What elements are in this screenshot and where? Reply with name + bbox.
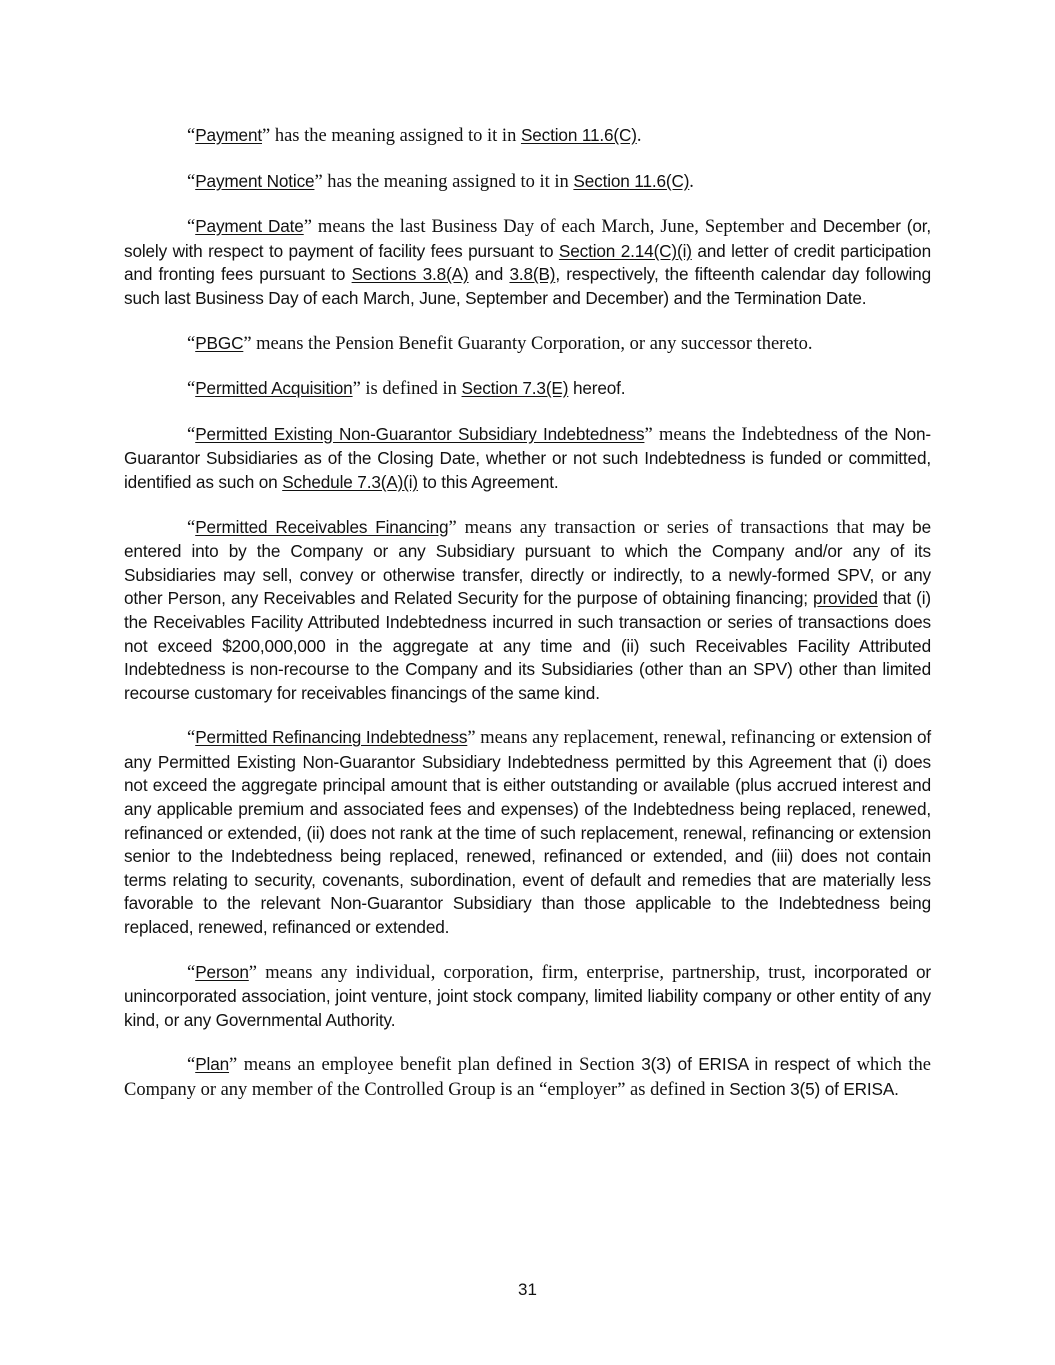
definition-text: to this Agreement. [418, 471, 559, 492]
cross-reference: Schedule 7.3(A)(i) [282, 471, 419, 492]
definition-text: extension of any Permitted Existing Non-Guarantor Subsidiary Indebtedness permitted by this Agreement that (i) does not exceed the aggregate principal amount that is either outstanding or available (plus accrued interest and any applicable premium and associated fees and expenses) of the Indebtedness being replaced, renewed, refinanced or extended, (ii) does not rank at the time of such replacement, renewal, refinancing or extension senior to the Indebtedness being replaced, renewed, refinanced or extended, and (iii) does not contain terms relating to security, covenants, subordination, event of default and remedies that are materially less favorable to the relevant Non-Guarantor Subsidiary than those applicable to the Indebtedness being replaced, renewed, refinanced or extended. [124, 727, 931, 938]
definition-person [124, 961, 931, 1033]
defined-term: Permitted Acquisition [195, 378, 353, 399]
definition-text: “ [187, 424, 196, 445]
definition-text: ” means any replacement, renewal, refinancing or [467, 728, 841, 749]
definition-text: ” has the meaning assigned to it in [314, 171, 574, 192]
definition-text: “ [187, 728, 196, 749]
definition-permitted-existing-non-guarantor-subsidiary-indebtedness [124, 423, 931, 495]
defined-term: Plan [195, 1054, 230, 1075]
cross-reference: Section 7.3(E) [461, 378, 569, 399]
definition-text: “ [187, 379, 196, 400]
definition-text: and letter of credit participation and fronting fees pursuant to [124, 240, 931, 285]
definition-text: Section 3(5) of ERISA. [729, 1079, 899, 1099]
defined-term: PBGC [195, 332, 244, 353]
definition-text: ” means the Indebtedness [644, 424, 845, 445]
definition-text: “ [187, 517, 196, 538]
definition-permitted-receivables-financing [124, 516, 931, 706]
definition-text: 3(3) of ERISA in respect of [641, 1054, 857, 1075]
definition-payment-date [124, 215, 931, 310]
definition-text: , respectively, the fifteenth calendar day following such last Business Day of each March, June, September and December) and the Termination Date. [124, 264, 931, 308]
definition-payment-notice [124, 170, 931, 195]
cross-reference: Sections 3.8(A) [351, 264, 469, 285]
definition-permitted-acquisition [124, 377, 931, 402]
cross-reference: Section 11.6(C) [520, 125, 637, 145]
cross-reference: 3.8(B) [509, 264, 556, 285]
defined-term: Permitted Receivables Financing [195, 516, 449, 537]
definition-text: may be entered into by the Company or any Subsidiary pursuant to which the Company and/or any of its Subsidiaries may sell, convey or otherwise transfer, directly or indirectly, to a newly-formed SPV, or any other Person, any Receivables and Related Security for the purpose of obtaining financing; [124, 516, 931, 609]
definition-text: and [468, 264, 510, 285]
definition-text: incorporated or unincorporated association, joint venture, joint stock company, limited liability company or other entity of any kind, or any Governmental Authority. [124, 961, 931, 1030]
definition-text: of the Non-Guarantor Subsidiaries as of the Closing Date, whether or not such Indebtedness is funded or committed, identified as such on [124, 423, 931, 492]
definition-text: ” means any individual, corporation, firm, enterprise, partnership, trust, [248, 962, 815, 983]
definition-text: “ [187, 1055, 196, 1076]
defined-term: Payment Notice [195, 170, 315, 191]
cross-reference: Section 11.6(C) [573, 170, 690, 191]
defined-term: Payment [195, 125, 262, 145]
definition-text: “ [187, 171, 196, 192]
definition-text: ” means the Pension Benefit Guaranty Corporation, or any successor thereto. [243, 333, 813, 354]
definition-text: “ [187, 962, 196, 983]
document-page [124, 124, 931, 1124]
definition-pbgc [124, 332, 931, 357]
definition-text: that (i) the Receivables Facility Attributed Indebtedness incurred in such transaction or series of transactions does not exceed $200,000,000 in the aggregate at any time and (ii) such Receivables Facility Attributed Indebtedness is non-recourse to the Company and its Subsidiaries (other than an SPV) other than limited recourse customary for receivables financings of the same kind. [124, 588, 931, 703]
page-number: 31 [518, 1280, 537, 1299]
defined-term: Payment Date [195, 216, 304, 237]
cross-reference: Section 2.14(C)(i) [558, 240, 692, 261]
definition-text: “ [187, 333, 196, 354]
definition-text: “ [187, 217, 196, 238]
definition-text: which the Company or any member of the Controlled Group is an “employer” as defined in [124, 1055, 931, 1100]
cross-reference: provided [813, 588, 878, 609]
definition-text: ” means any transaction or series of transactions that [448, 517, 873, 538]
definition-payment [124, 124, 931, 149]
defined-term: Permitted Existing Non-Guarantor Subsidiary Indebtedness [195, 423, 645, 444]
definition-text: ” is defined in [352, 379, 462, 400]
definition-text: ” means the last Business Day of each March, June, September and [303, 217, 823, 238]
definition-text: ” means an employee benefit plan defined in Section [229, 1055, 642, 1076]
definition-text: . [689, 171, 694, 192]
definition-text: ” has the meaning assigned to it in [262, 126, 521, 146]
definition-permitted-refinancing-indebtedness [124, 726, 931, 939]
definition-text: hereof. [568, 378, 626, 399]
definition-plan [124, 1053, 931, 1102]
definition-text: December (or, solely with respect to payment of facility fees pursuant to [124, 216, 932, 261]
defined-term: Permitted Refinancing Indebtedness [195, 727, 468, 748]
defined-term: Person [195, 961, 249, 982]
definition-text: “ [187, 126, 196, 146]
definition-text: . [636, 126, 642, 146]
